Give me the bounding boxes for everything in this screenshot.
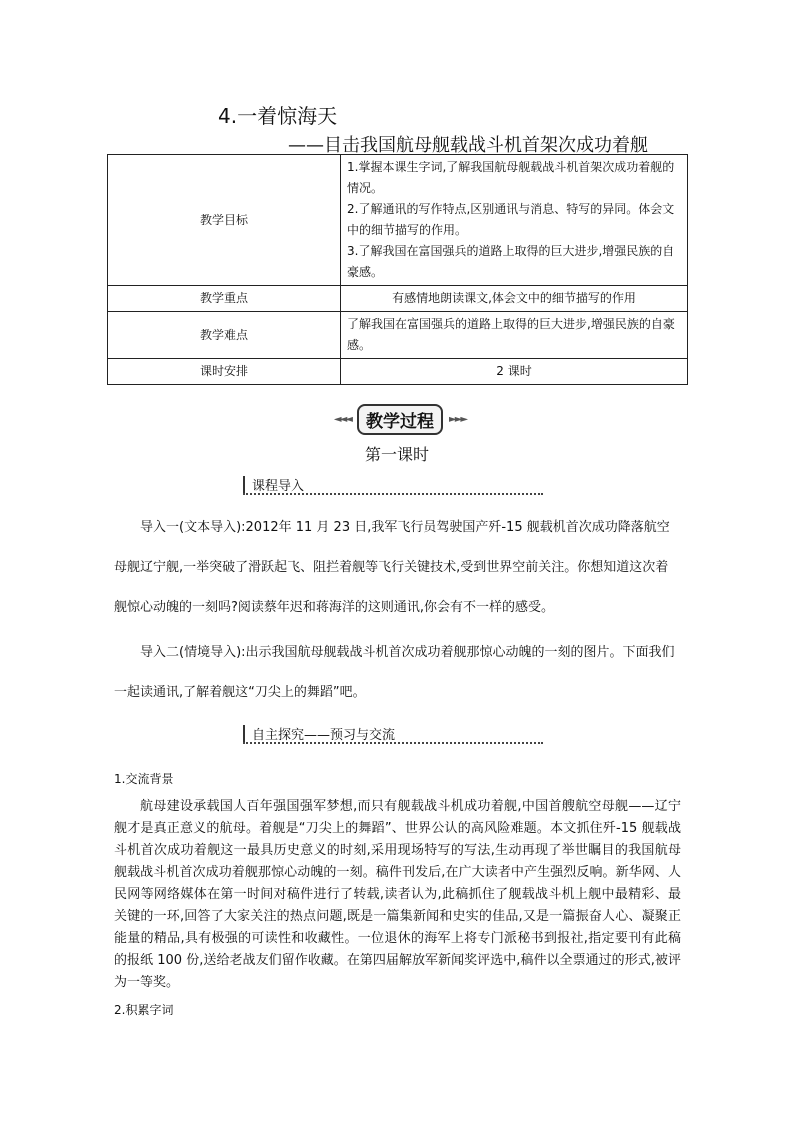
item-heading-background: 1.交流背景 [114, 772, 174, 786]
first-lesson-heading: 第一课时 [364, 445, 429, 464]
banner-title: 教学过程 [357, 404, 443, 435]
dotted-divider [243, 493, 543, 495]
right-arrows-icon: ►►► [449, 413, 467, 425]
intro-paragraph-1: 导入一(文本导入):2012年 11 月 23 日,我军飞行员驾驶国产歼-15 舰载机首次成功降落航空母舰辽宁舰,一举突破了滑跃起飞、阻拦着舰等飞行关键技术,受到世界空前关注。你想知道这次着舰惊心动魄的一刻吗?阅读蔡年迟和蒋海洋的这则通讯,你会有不一样的感受。 [114, 520, 670, 615]
table-row [108, 312, 688, 359]
section-bar-icon [243, 476, 245, 493]
item-heading-vocabulary: 2.积累字词 [114, 1003, 174, 1017]
goal-item-1: 1.掌握本课生字词,了解我国航母舰载战斗机首架次成功着舰的情况。 [347, 160, 675, 195]
schedule-value: 2 课时 [341, 359, 688, 385]
row-label-schedule: 课时安排 [108, 359, 341, 385]
section-label: 课程导入 [252, 479, 305, 494]
goals-cell [341, 155, 688, 286]
section-heading-self-study [243, 722, 543, 746]
section-bar-icon [243, 725, 245, 742]
section-heading-intro [243, 473, 543, 497]
difficulties-value: 了解我国在富国强兵的道路上取得的巨大进步,增强民族的自豪感。 [341, 312, 688, 359]
teaching-info-table [107, 154, 688, 385]
background-paragraph: 航母建设承载国人百年强国强军梦想,而只有舰载战斗机成功着舰,中国首艘航空母舰——辽宁舰才是真正意义的航母。着舰是“刀尖上的舞蹈”、世界公认的高风险难题。本文抓住歼-15 舰载战斗机首次成功着舰这一最具历史意义的时刻,采用现场特写的写法,生动再现了举世瞩目的我国航母舰载战斗机首次成功着舰那惊心动魄的一刻。稿件刊发后,在广大读者中产生强烈反响。新华网、人民网等网络媒体在第一时间对稿件进行了转载,读者认为,此稿抓住了舰载战斗机上舰中最精彩、最关键的一环,回答了大家关注的热点问题,既是一篇集新闻和史实的佳品,又是一篇振奋人心、凝聚正能量的精品,具有极强的可读性和收藏性。一位退休的海军上将专门派秘书到报社,指定要刊有此稿的报纸 100 份,送给老战友们留作收藏。在第四届解放军新闻奖评选中,稿件以全票通过的形式,被评为一等奖。 [114, 799, 681, 990]
key-points-value: 有感情地朗读课文,体会文中的细节描写的作用 [341, 286, 688, 312]
section-label: 自主探究——预习与交流 [252, 728, 396, 743]
row-label-difficulties: 教学难点 [108, 312, 341, 359]
goal-item-2: 2.了解通讯的写作特点,区别通讯与消息、特写的异同。体会文中的细节描写的作用。 [347, 202, 675, 237]
dotted-divider [243, 742, 543, 744]
table-row [108, 286, 688, 312]
lesson-title: 4.一着惊海天 [218, 104, 338, 128]
row-label-key-points: 教学重点 [108, 286, 341, 312]
row-label-goals: 教学目标 [108, 155, 341, 286]
intro-paragraph-2: 导入二(情境导入):出示我国航母舰载战斗机首次成功着舰那惊心动魄的一刻的图片。下面我们一起读通讯,了解着舰这“刀尖上的舞蹈”吧。 [114, 645, 675, 700]
table-row [108, 155, 688, 286]
teaching-process-banner [310, 403, 490, 435]
table-row [108, 359, 688, 385]
goal-item-3: 3.了解我国在富国强兵的道路上取得的巨大进步,增强民族的自豪感。 [347, 244, 675, 279]
lesson-subtitle: ——目击我国航母舰载战斗机首架次成功着舰 [288, 135, 648, 156]
left-arrows-icon: ◄◄◄ [333, 413, 351, 425]
